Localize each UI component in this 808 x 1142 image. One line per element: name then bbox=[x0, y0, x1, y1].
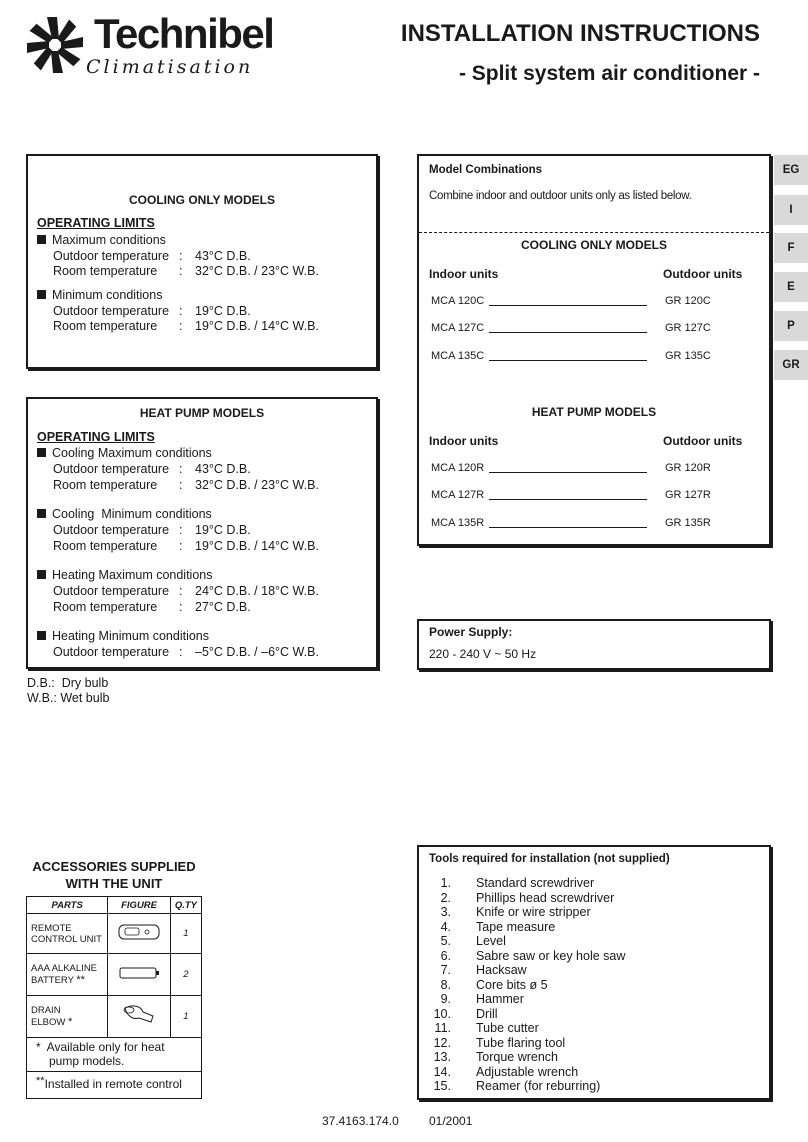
mc-pair-row: MCA 127C GR 127C bbox=[431, 322, 711, 334]
label: Room temperature bbox=[53, 319, 158, 333]
mc-outdoor-label: Outdoor units bbox=[663, 267, 743, 281]
colon: : bbox=[179, 249, 183, 263]
heat-pump-heading: HEAT PUMP MODELS bbox=[139, 406, 265, 420]
cooling-group-min: Minimum conditions bbox=[37, 288, 162, 302]
table-row: REMOTE CONTROL UNIT 1 bbox=[27, 914, 202, 954]
col-figure: FIGURE bbox=[108, 897, 171, 914]
mc-pair-row: MCA 135R GR 135R bbox=[431, 517, 711, 529]
colon: : bbox=[179, 304, 183, 318]
mc-indoor-label: Indoor units bbox=[429, 267, 499, 281]
value: 24°C D.B. / 18°C W.B. bbox=[195, 584, 319, 598]
language-tab-f[interactable]: F bbox=[774, 233, 808, 263]
value: 19°C D.B. bbox=[195, 304, 251, 318]
value: 19°C D.B. bbox=[195, 523, 251, 537]
drain-elbow-icon bbox=[119, 1002, 159, 1028]
colon: : bbox=[179, 539, 183, 553]
mc-pair-row: MCA 120R GR 120R bbox=[431, 462, 711, 474]
heat-limits-heading: OPERATING LIMITS bbox=[37, 430, 155, 444]
label: Room temperature bbox=[53, 600, 158, 614]
cooling-group-max: Maximum conditions bbox=[37, 233, 166, 247]
note-wet-bulb: W.B.: Wet bulb bbox=[27, 691, 110, 705]
value: –5°C D.B. / –6°C W.B. bbox=[195, 645, 319, 659]
footer-code: 37.4163.174.0 bbox=[322, 1114, 399, 1128]
mc-cooling-heading: COOLING ONLY MODELS bbox=[520, 238, 667, 252]
footnote-divider bbox=[27, 1071, 201, 1072]
value: 19°C D.B. / 14°C W.B. bbox=[195, 539, 319, 553]
bullet-square-icon bbox=[37, 570, 46, 579]
fan-logo-icon bbox=[24, 14, 86, 76]
footnote-heat-pump-2: pump models. bbox=[49, 1054, 125, 1068]
heat-group-cool-min: Cooling Minimum conditions bbox=[37, 507, 212, 521]
colon: : bbox=[179, 264, 183, 278]
tools-box: Tools required for installation (not supplied) 1. Standard screwdriver 2. Phillips head screwdriver 3. Knife or wire stripper 4. Tape measure 5. Level 6. Sabre saw or key hole saw 7. Hacksaw 8. Core bits ø 5 9. Hammer 10. Drill 11. Tube cutter 12. Tube flaring tool 13. Torque wrench 14. Adjustable wrench 15. Reamer (for reburring) bbox=[417, 845, 771, 1100]
footer-date: 01/2001 bbox=[429, 1114, 473, 1128]
page-title: INSTALLATION INSTRUCTIONS bbox=[400, 20, 760, 47]
mc-pair-row: MCA 135C GR 135C bbox=[431, 350, 711, 362]
accessories-table-box bbox=[26, 896, 202, 1099]
value: 32°C D.B. / 23°C W.B. bbox=[195, 264, 319, 278]
language-tab-p[interactable]: P bbox=[774, 311, 808, 341]
accessories-heading-2: WITH THE UNIT bbox=[65, 876, 163, 891]
model-combinations-title: Model Combinations bbox=[429, 164, 543, 176]
footnote-heat-pump: * Available only for heat bbox=[36, 1040, 165, 1054]
colon: : bbox=[179, 523, 183, 537]
remote-control-icon bbox=[117, 921, 161, 943]
tools-title: Tools required for installation (not supplied) bbox=[429, 853, 670, 865]
bullet-square-icon bbox=[37, 235, 46, 244]
label: Outdoor temperature bbox=[53, 249, 170, 263]
colon: : bbox=[179, 319, 183, 333]
model-combinations-box bbox=[417, 154, 771, 546]
value: 43°C D.B. bbox=[195, 462, 251, 476]
mc-indoor-label: Indoor units bbox=[429, 434, 499, 448]
heat-group-cool-max: Cooling Maximum conditions bbox=[37, 446, 212, 460]
power-supply-box bbox=[417, 619, 771, 670]
brand-name: Technibel bbox=[94, 10, 274, 57]
brand-logo bbox=[24, 10, 314, 80]
mc-outdoor-label: Outdoor units bbox=[663, 434, 743, 448]
dashed-divider bbox=[419, 232, 769, 233]
brand-tagline: Climatisation bbox=[86, 56, 254, 78]
value: 27°C D.B. bbox=[195, 600, 251, 614]
value: 19°C D.B. / 14°C W.B. bbox=[195, 319, 319, 333]
page-subtitle: - Split system air conditioner - bbox=[458, 62, 760, 85]
language-tab-i[interactable]: I bbox=[774, 195, 808, 225]
label: Room temperature bbox=[53, 539, 158, 553]
bullet-square-icon bbox=[37, 448, 46, 457]
language-tab-e[interactable]: E bbox=[774, 272, 808, 302]
colon: : bbox=[179, 584, 183, 598]
power-supply-title: Power Supply: bbox=[429, 625, 513, 639]
bullet-square-icon bbox=[37, 290, 46, 299]
label: Outdoor temperature bbox=[53, 584, 170, 598]
label: Room temperature bbox=[53, 264, 158, 278]
mc-pair-row: MCA 127R GR 127R bbox=[431, 489, 711, 501]
label: Room temperature bbox=[53, 478, 158, 492]
accessories-heading-1: ACCESSORIES SUPPLIED bbox=[32, 859, 196, 874]
label: Outdoor temperature bbox=[53, 462, 170, 476]
table-row: DRAIN ELBOW * 1 bbox=[27, 996, 202, 1038]
col-parts: PARTS bbox=[27, 897, 108, 914]
heat-group-heat-min: Heating Minimum conditions bbox=[37, 629, 209, 643]
note-dry-bulb: D.B.: Dry bulb bbox=[27, 676, 109, 690]
accessories-table bbox=[26, 896, 202, 1038]
battery-icon bbox=[116, 963, 162, 983]
value: 43°C D.B. bbox=[195, 249, 251, 263]
mc-pair-row: MCA 120C GR 120C bbox=[431, 295, 711, 307]
colon: : bbox=[179, 645, 183, 659]
label: Outdoor temperature bbox=[53, 304, 170, 318]
heat-pump-limits-box bbox=[26, 397, 378, 669]
mc-heat-heading: HEAT PUMP MODELS bbox=[531, 405, 657, 419]
cooling-only-limits-box bbox=[26, 154, 378, 369]
col-qty: Q.TY bbox=[170, 897, 201, 914]
language-tab-eg[interactable]: EG bbox=[774, 155, 808, 185]
heat-group-heat-max: Heating Maximum conditions bbox=[37, 568, 213, 582]
value: 32°C D.B. / 23°C W.B. bbox=[195, 478, 319, 492]
colon: : bbox=[179, 478, 183, 492]
bullet-square-icon bbox=[37, 509, 46, 518]
cooling-limits-heading: OPERATING LIMITS bbox=[37, 216, 155, 230]
label: Outdoor temperature bbox=[53, 645, 170, 659]
power-supply-value: 220 - 240 V ~ 50 Hz bbox=[429, 647, 537, 661]
colon: : bbox=[179, 600, 183, 614]
language-tab-gr[interactable]: GR bbox=[774, 350, 808, 380]
cooling-only-heading: COOLING ONLY MODELS bbox=[128, 193, 275, 207]
bullet-square-icon bbox=[37, 631, 46, 640]
label: Outdoor temperature bbox=[53, 523, 170, 537]
footnote-remote: **Installed in remote control bbox=[36, 1075, 182, 1091]
table-row: AAA ALKALINE BATTERY ** 2 bbox=[27, 954, 202, 996]
model-combinations-intro: Combine indoor and outdoor units only as listed below. bbox=[429, 190, 692, 202]
colon: : bbox=[179, 462, 183, 476]
